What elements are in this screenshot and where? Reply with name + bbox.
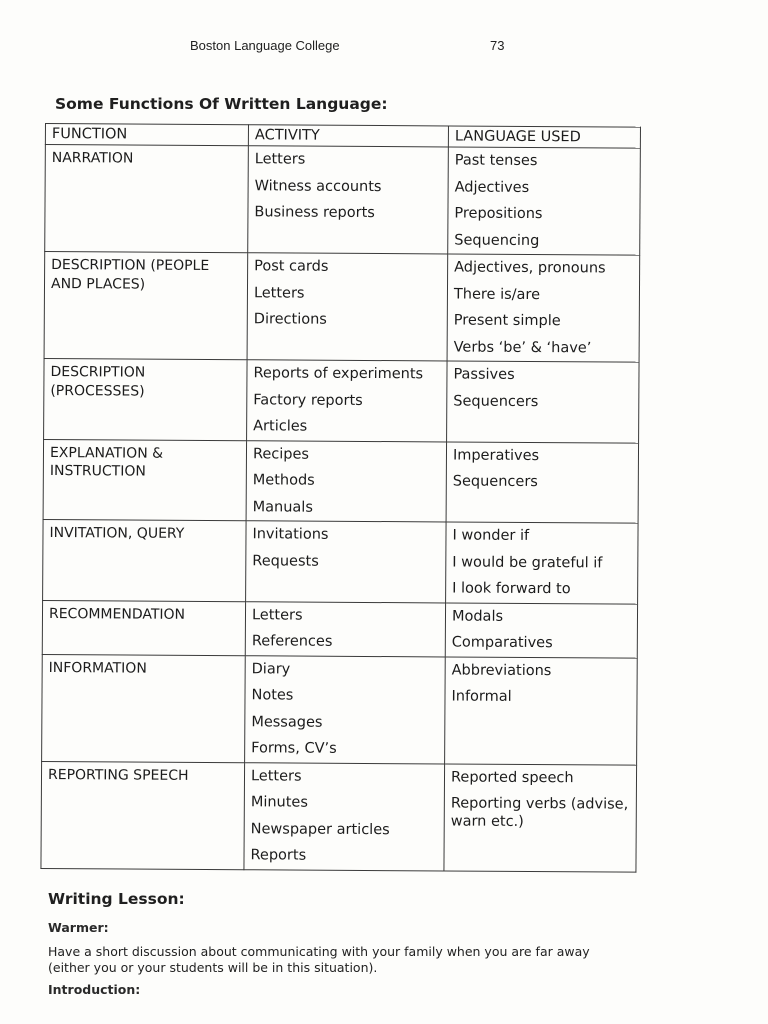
activity-item: Recipes bbox=[252, 445, 310, 463]
function-label: NARRATION bbox=[51, 150, 134, 167]
activity-item: Directions bbox=[253, 311, 327, 328]
column-header-language-used: LANGUAGE USED bbox=[448, 126, 640, 148]
section-title: Some Functions Of Written Language: bbox=[55, 95, 388, 113]
table-body bbox=[41, 145, 640, 872]
column-header-activity: ACTIVITY bbox=[248, 125, 448, 147]
activity-cell bbox=[248, 146, 449, 254]
function-label: DESCRIPTION (PROCESSES) bbox=[50, 364, 146, 400]
activity-item: Reports bbox=[250, 847, 307, 864]
function-cell bbox=[43, 439, 246, 521]
language-item: Imperatives bbox=[452, 446, 540, 464]
function-cell bbox=[41, 761, 245, 869]
language-item: I would be grateful if bbox=[452, 553, 603, 571]
language-cell bbox=[447, 361, 639, 443]
language-item: I look forward to bbox=[452, 580, 571, 598]
running-head: Boston Language College bbox=[190, 38, 340, 53]
activity-item: Forms, CV’s bbox=[251, 740, 337, 757]
function-cell bbox=[44, 358, 247, 440]
column-header-function: FUNCTION bbox=[45, 124, 248, 146]
function-label: REPORTING SPEECH bbox=[47, 766, 189, 784]
activity-item: Letters bbox=[251, 606, 303, 624]
language-cell bbox=[445, 602, 637, 657]
language-cell bbox=[444, 763, 637, 871]
language-item: Verbs ‘be’ & ‘have’ bbox=[453, 339, 592, 356]
language-item: Passives bbox=[453, 366, 515, 383]
language-item: Sequencers bbox=[452, 473, 538, 491]
language-item: Past tenses bbox=[454, 152, 538, 170]
table-row bbox=[42, 654, 638, 765]
language-item: Present simple bbox=[453, 312, 561, 330]
function-label: DESCRIPTION (PEOPLE AND PLACES) bbox=[50, 257, 210, 293]
language-item: Reported speech bbox=[450, 768, 574, 786]
activity-item: Newspaper articles bbox=[250, 820, 390, 838]
language-item: Modals bbox=[451, 607, 504, 625]
table-row bbox=[44, 358, 639, 442]
language-item: Adjectives, pronouns bbox=[454, 259, 606, 277]
activity-item: Invitations bbox=[252, 526, 329, 543]
introduction-label: Introduction: bbox=[48, 982, 141, 997]
activity-item: Manuals bbox=[252, 498, 313, 516]
table-row bbox=[44, 252, 640, 363]
activity-cell bbox=[247, 253, 448, 361]
function-label: RECOMMENDATION bbox=[48, 605, 186, 623]
activity-item: Diary bbox=[251, 660, 291, 678]
activity-cell bbox=[244, 762, 445, 870]
activity-item: Requests bbox=[252, 552, 319, 570]
activity-cell bbox=[245, 655, 446, 763]
activity-item: Business reports bbox=[254, 204, 375, 222]
table-row bbox=[43, 439, 638, 523]
language-item: Sequencers bbox=[453, 392, 539, 410]
functions-table-container bbox=[40, 123, 640, 872]
language-item: Reporting verbs (advise, warn etc.) bbox=[450, 795, 629, 830]
language-cell bbox=[446, 522, 638, 604]
activity-item: Letters bbox=[254, 151, 306, 168]
activity-cell bbox=[246, 521, 446, 603]
activity-item: Witness accounts bbox=[254, 177, 382, 195]
language-item: Comparatives bbox=[451, 634, 553, 652]
activity-cell bbox=[246, 440, 446, 522]
function-cell bbox=[44, 252, 248, 360]
function-cell bbox=[42, 654, 246, 762]
function-label: INVITATION, QUERY bbox=[49, 525, 185, 542]
writing-lesson-title: Writing Lesson: bbox=[48, 890, 185, 908]
activity-cell bbox=[245, 601, 445, 656]
table-row bbox=[41, 761, 637, 872]
language-item: Adjectives bbox=[454, 179, 530, 196]
page-number: 73 bbox=[490, 38, 505, 53]
function-label: INFORMATION bbox=[48, 659, 147, 677]
activity-item: Post cards bbox=[254, 258, 329, 275]
activity-item: Reports of experiments bbox=[253, 365, 424, 383]
activity-item: Messages bbox=[251, 713, 323, 731]
warmer-label: Warmer: bbox=[48, 920, 109, 935]
function-cell bbox=[43, 519, 246, 601]
activity-cell bbox=[247, 360, 447, 442]
activity-item: Factory reports bbox=[253, 391, 363, 409]
language-item: Prepositions bbox=[454, 205, 543, 223]
activity-item: Methods bbox=[252, 472, 315, 489]
activity-item: Letters bbox=[253, 284, 305, 302]
functions-table bbox=[40, 123, 641, 872]
function-label: EXPLANATION & INSTRUCTION bbox=[49, 444, 164, 480]
language-cell bbox=[445, 656, 638, 764]
language-item: Sequencing bbox=[454, 232, 540, 249]
activity-item: References bbox=[251, 633, 333, 650]
warmer-text: Have a short discussion about communicating with your family when you are far away (either you or your students will be in this situation). bbox=[48, 944, 590, 975]
function-cell bbox=[45, 145, 249, 253]
activity-item: Notes bbox=[251, 687, 294, 704]
table-row bbox=[43, 519, 638, 603]
function-cell bbox=[42, 600, 245, 655]
table-row bbox=[45, 145, 641, 256]
language-item: Abbreviations bbox=[451, 661, 552, 679]
activity-item: Articles bbox=[253, 418, 308, 435]
activity-item: Minutes bbox=[250, 794, 308, 811]
activity-item: Letters bbox=[250, 767, 302, 785]
language-cell bbox=[446, 441, 638, 523]
language-item: I wonder if bbox=[452, 527, 530, 544]
language-item: There is/are bbox=[453, 286, 541, 303]
language-cell bbox=[448, 147, 641, 255]
language-cell bbox=[447, 254, 640, 362]
table-row bbox=[42, 600, 637, 658]
language-item: Informal bbox=[451, 688, 512, 705]
